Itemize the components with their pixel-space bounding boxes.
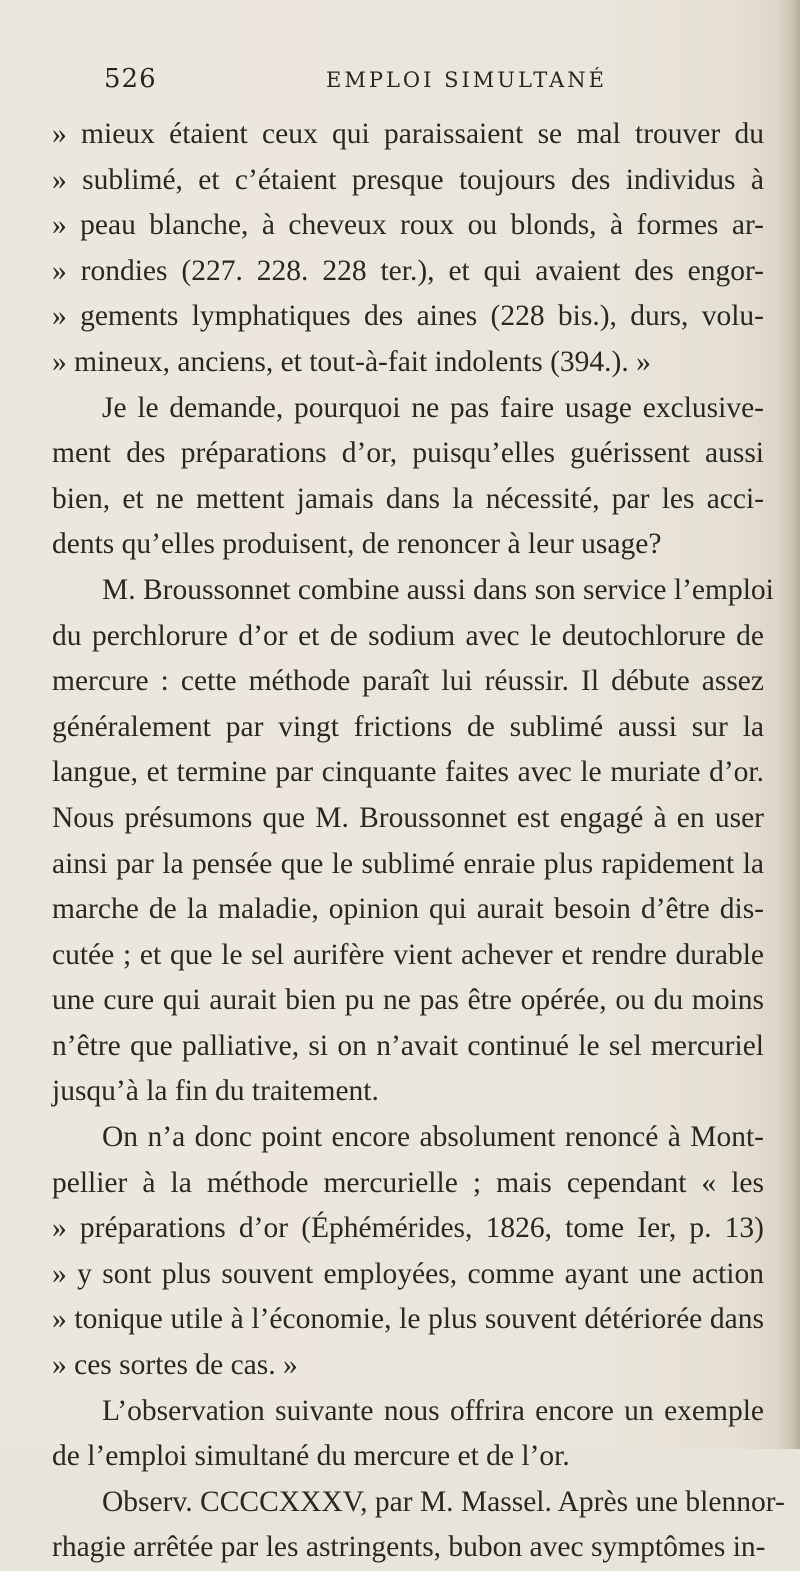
text-line: ment des préparations d’or, puisqu’elles guérissent aussi [52, 437, 764, 470]
text-line: On n’a donc point encore absolument renoncé à Mont- [102, 1121, 764, 1154]
text-line: pellier à la méthode mercurielle ; mais cependant « les [52, 1166, 764, 1199]
text-line: » y sont plus souvent employées, comme ayant une action [52, 1257, 764, 1290]
page-edge-shadow [778, 0, 800, 1449]
text-line: n’être que palliative, si on n’avait continué le sel mercuriel [52, 1029, 764, 1062]
text-line: » rondies (227. 228. 228 ter.), et qui avaient des engor- [52, 254, 764, 287]
page-header [104, 64, 744, 104]
text-line: jusqu’à la fin du traitement. [52, 1075, 379, 1108]
text-line: une cure qui aurait bien pu ne pas être opérée, ou du moins [52, 984, 764, 1017]
text-line: L’observation suivante nous offrira encore un exemple [102, 1394, 764, 1427]
text-line: » sublimé, et c’étaient presque toujours des individus à [52, 163, 764, 196]
text-line: M. Broussonnet combine aussi dans son service l’emploi [102, 573, 774, 606]
body-text [52, 112, 785, 1571]
text-line: généralement par vingt frictions de sublimé aussi sur la [52, 710, 764, 743]
text-line: » tonique utile à l’économie, le plus souvent détériorée dans [52, 1303, 764, 1336]
text-line: Nous présumons que M. Broussonnet est engagé à en user [52, 801, 764, 834]
text-line: » peau blanche, à cheveux roux ou blonds, à formes ar- [52, 209, 764, 242]
text-line: mercure : cette méthode paraît lui réussir. Il débute assez [52, 665, 764, 698]
text-line: » mieux étaient ceux qui paraissaient se mal trouver du [52, 118, 764, 150]
text-line: bien, et ne mettent jamais dans la nécessité, par les acci- [52, 482, 764, 515]
text-line: ainsi par la pensée que le sublimé enraie plus rapidement la [52, 847, 764, 880]
running-title: EMPLOI SIMULTANÉ [326, 68, 607, 92]
text-line: de l’emploi simultané du mercure et de l’or. [52, 1440, 570, 1473]
text-line: Observ. CCCCXXXV, par M. Massel. Après une blennor- [102, 1485, 785, 1518]
text-line: » mineux, anciens, et tout-à-fait indolents (394.). » [52, 345, 651, 378]
text-line: cutée ; et que le sel aurifère vient achever et rendre durable [52, 938, 764, 971]
text-line: Je le demande, pourquoi ne pas faire usage exclusive- [102, 391, 764, 424]
text-line: langue, et termine par cinquante faites avec le muriate d’or. [52, 756, 764, 789]
page-number: 526 [104, 64, 157, 94]
text-line: du perchlorure d’or et de sodium avec le deutochlorure de [52, 619, 764, 652]
text-line: » préparations d’or (Éphémérides, 1826, tome Ier, p. 13) [52, 1212, 764, 1245]
text-line: » gements lymphatiques des aines (228 bis.), durs, volu- [52, 300, 764, 333]
text-line: rhagie arrêtée par les astringents, bubon avec symptômes in- [52, 1531, 766, 1564]
text-line: marche de la maladie, opinion qui aurait besoin d’être dis- [52, 893, 764, 926]
text-line: » ces sortes de cas. » [52, 1349, 298, 1382]
text-line: dents qu’elles produisent, de renoncer à leur usage? [52, 528, 662, 561]
